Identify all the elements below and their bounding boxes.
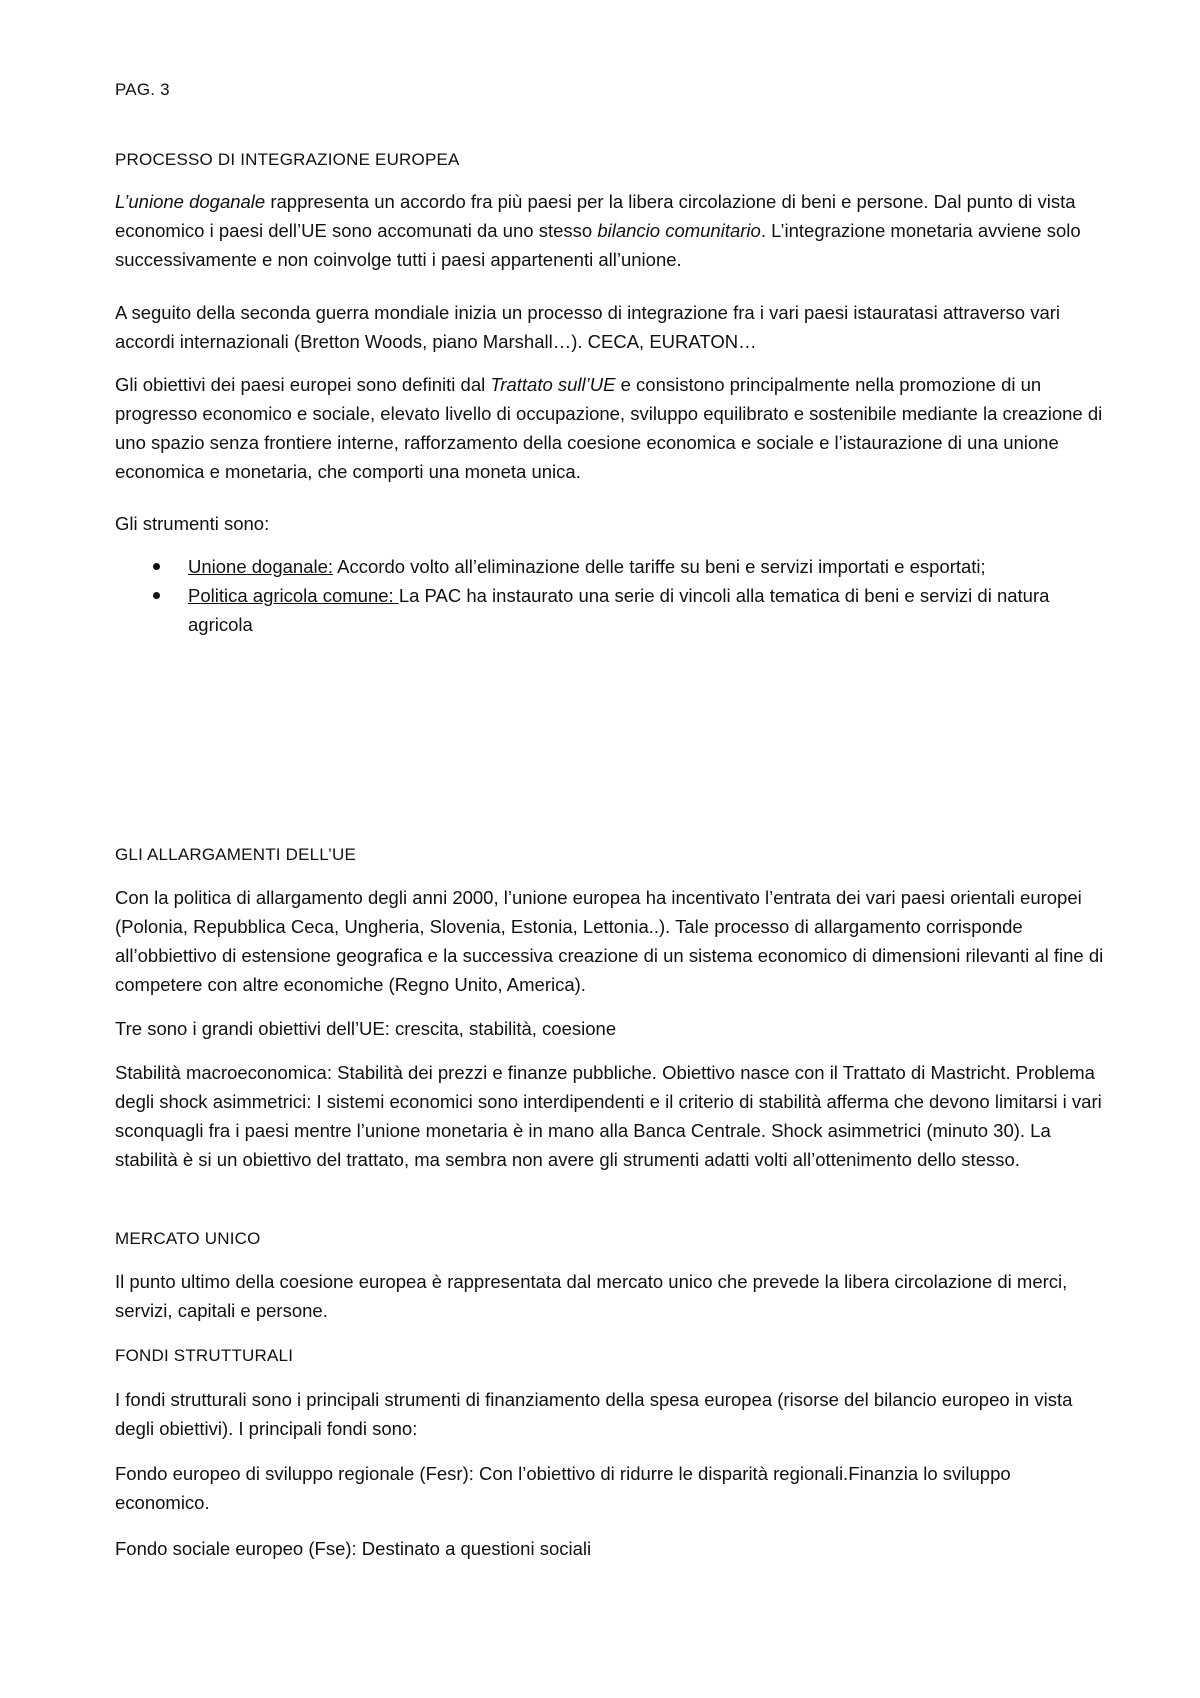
list-item: Politica agricola comune: La PAC ha instaurato una serie di vincoli alla tematica di beni e servizi di natura agricola — [115, 581, 1105, 639]
paragraph-allargamento: Con la politica di allargamento degli anni 2000, l’unione europea ha incentivato l’entrata dei vari paesi orientali europei (Polonia, Repubblica Ceca, Ungheria, Slovenia, Estonia, Lettonia..). Tale processo di allargamento corrisponde all’obbiettivo di estensione geografica e la successiva creazione di un sistema economico di dimensioni rilevanti al fine di competere con altre economiche (Regno Unito, America). — [115, 887, 1104, 995]
bullet-label: Unione doganale: — [188, 556, 334, 577]
section-heading-fondi: FONDI STRUTTURALI — [115, 1346, 294, 1365]
paragraph-mercato-unico: Il punto ultimo della coesione europea è rappresentata dal mercato unico che prevede la libera circolazione di merci, servizi, capitali e persone. — [115, 1271, 1068, 1321]
term-bilancio-comunitario: bilancio comunitario — [597, 220, 761, 241]
paragraph-seconda-guerra: A seguito della seconda guerra mondiale inizia un processo di integrazione fra i vari paesi istauratasi attraverso vari accordi internazionali (Bretton Woods, piano Marshall…). CECA, EURATON… — [115, 302, 1061, 352]
paragraph-stabilita: Stabilità macroeconomica: Stabilità dei prezzi e finanze pubbliche. Obiettivo nasce con il Trattato di Mastricht. Problema degli shock asimmetrici: I sistemi economici sono interdipendenti e il criterio di stabilità afferma che devono limitarsi i vari sconquagli fra i paesi mentre l’unione monetaria è in mano alla Banca Centrale. Shock asimmetrici (minuto 30). La stabilità è si un obiettivo del trattato, ma sembra non avere gli strumenti adatti volti all’ottenimento dello stesso. — [115, 1062, 1102, 1170]
bullet-label: Politica agricola comune: — [188, 585, 399, 606]
term-unione-doganale: L’unione doganale — [115, 191, 266, 212]
paragraph-fondi: I fondi strutturali sono i principali strumenti di finanziamento della spesa europea (risorse del bilancio europeo in vista degli obiettivi). I principali fondi sono: — [115, 1389, 1073, 1439]
page-label: PAG. 3 — [115, 80, 170, 99]
section-heading-integrazione: PROCESSO DI INTEGRAZIONE EUROPEA — [115, 150, 460, 169]
paragraph-obiettivi: Gli obiettivi dei paesi europei sono definiti dal Trattato sull’UE e consistono principalmente nella promozione di un progresso economico e sociale, elevato livello di occupazione, sviluppo equilibrato e sostenibile mediante la creazione di uno spazio senza frontiere interne, rafforzamento della coesione economica e sociale e l’istaurazione di una unione economica e monetaria, che comporti una moneta unica. — [115, 374, 1103, 482]
paragraph-strumenti: Gli strumenti sono: — [115, 513, 270, 534]
section-heading-mercato-unico: MERCATO UNICO — [115, 1229, 261, 1248]
term-trattato-ue: Trattato sull’UE — [490, 374, 616, 395]
bullet-icon — [153, 592, 160, 599]
strumenti-list — [115, 552, 1105, 639]
bullet-icon — [153, 563, 160, 570]
paragraph-unione-doganale: L’unione doganale rappresenta un accordo fra più paesi per la libera circolazione di beni e persone. Dal punto di vista economico i paesi dell’UE sono accomunati da uno stesso bilancio comunitario. L’integrazione monetaria avviene solo successivamente e non coinvolge tutti i paesi appartenenti all’unione. — [115, 191, 1081, 270]
section-heading-allargamenti: GLI ALLARGAMENTI DELL’UE — [115, 845, 356, 864]
paragraph-tre-obiettivi: Tre sono i grandi obiettivi dell’UE: crescita, stabilità, coesione — [115, 1018, 617, 1039]
paragraph-fse: Fondo sociale europeo (Fse): Destinato a questioni sociali — [115, 1538, 592, 1559]
list-item: Unione doganale: Accordo volto all’eliminazione delle tariffe su beni e servizi importati e esportati; — [115, 552, 1105, 581]
paragraph-fesr: Fondo europeo di sviluppo regionale (Fesr): Con l’obiettivo di ridurre le disparità regionali.Finanzia lo sviluppo economico. — [115, 1463, 1011, 1513]
